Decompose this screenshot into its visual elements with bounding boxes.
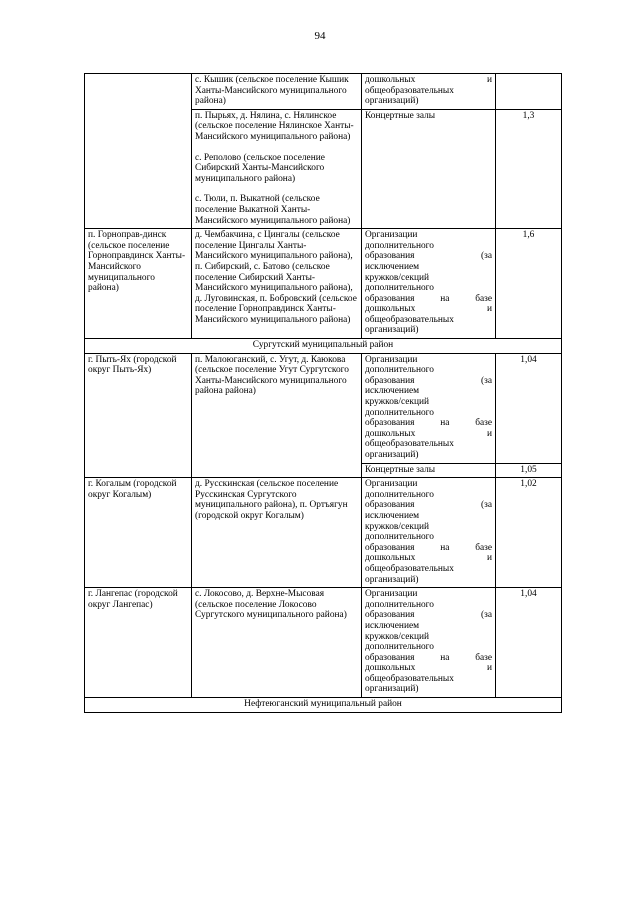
- coefficient-cell: 1,04: [496, 588, 562, 698]
- settlement-text: с. Тюли, п. Выкатной (сельское поселение Выкатной Ханты-Мансийского муниципального района): [195, 194, 351, 226]
- organization-line: организаций): [365, 325, 419, 336]
- settlement-text: д. Чембакчина, с Цингалы (сельское поселение Цингалы Ханты-Мансийского муниципального района), п. Сибирский, с. Батово (сельское поселение Сибирский Ханты-Мансийского муниципального района), д. Луговинская, п. Бобровский (сельское поселение Горноправдинск Ханты-Мансийского муниципального района): [195, 230, 357, 325]
- coefficient-cell: 1,3: [496, 109, 562, 228]
- organization-line: Концертные залы: [365, 110, 436, 121]
- territory-cell: [85, 74, 192, 229]
- organization-line: исключением: [365, 620, 420, 631]
- organization-line: образования на базе: [365, 652, 492, 663]
- table-row: [85, 74, 562, 110]
- organization-line: исключением: [365, 261, 420, 272]
- organization-line: образования на базе: [365, 293, 492, 304]
- territory-coefficient-table: [84, 73, 562, 713]
- organization-line: организаций): [365, 450, 419, 460]
- coefficient-cell: 1,02: [496, 478, 562, 588]
- organization-line: дошкольных и: [365, 553, 492, 564]
- settlements-cell: [192, 588, 362, 698]
- organization-line: общеобразовательных: [365, 439, 454, 450]
- organization-line: исключением: [365, 510, 420, 521]
- organization-line: дополнительного: [365, 283, 434, 294]
- organization-line: Организации: [365, 354, 418, 365]
- settlements-cell: [192, 109, 362, 228]
- settlements-cell: [192, 478, 362, 588]
- organization-line: общеобразовательных: [365, 673, 454, 684]
- organization-line: организаций): [365, 684, 419, 695]
- organization-line: дополнительного: [365, 599, 434, 610]
- organization-line: дополнительного: [365, 365, 434, 376]
- territory-cell: г. Лангепас (городской округ Лангепас): [85, 588, 192, 698]
- organization-type-cell: [362, 353, 496, 463]
- organization-type-cell: [362, 478, 496, 588]
- settlement-text: с. Локосово, д. Верхне-Мысовая (сельское поселение Локосово Сургутского муниципального района): [195, 589, 347, 621]
- table-row: [85, 229, 562, 339]
- section-heading: Нефтеюганский муниципальный район: [85, 698, 562, 713]
- territory-cell: п. Горноправ-динск (сельское поселение Горноправдинск Ханты-Мансийского муниципального района): [85, 229, 192, 339]
- organization-type-cell: [362, 74, 496, 110]
- table-row: [85, 353, 562, 463]
- settlement-text: с. Кышик (сельское поселение Кышик Ханты-Мансийского муниципального района): [195, 75, 349, 107]
- organization-line: образования на базе: [365, 418, 492, 429]
- settlement-text: п. Пырьях, д. Нялина, с. Нялинское (сельское поселение Нялинское Ханты-Мансийского муниципального района): [195, 110, 354, 142]
- section-row: [85, 339, 562, 354]
- territory-cell: г. Пыть-Ях (городской округ Пыть-Ях): [85, 353, 192, 478]
- organization-type-cell: [362, 588, 496, 698]
- coefficient-cell: 1,6: [496, 229, 562, 339]
- organization-type-cell: [362, 109, 496, 228]
- organization-line: Концертные залы: [365, 464, 436, 475]
- coefficient-cell: 1,04: [496, 353, 562, 463]
- table-row: [85, 478, 562, 588]
- organization-line: Организации: [365, 230, 418, 241]
- organization-line: организаций): [365, 574, 419, 585]
- settlements-cell: [192, 74, 362, 110]
- organization-line: дополнительного: [365, 489, 434, 500]
- organization-line: дошкольных и: [365, 428, 492, 439]
- organization-line: Организации: [365, 589, 418, 600]
- organization-line: дополнительного: [365, 407, 434, 418]
- organization-line: общеобразовательных: [365, 314, 454, 325]
- organization-line: дошкольных и: [365, 663, 492, 674]
- coefficient-cell: 1,05: [496, 463, 562, 478]
- organization-line: дошкольных и: [365, 75, 492, 85]
- organization-line: общеобразовательных организаций): [365, 85, 454, 107]
- organization-line: кружков/секций: [365, 521, 429, 532]
- territory-cell: г. Когалым (городской округ Когалым): [85, 478, 192, 588]
- organization-line: исключением: [365, 386, 420, 397]
- organization-line: общеобразовательных: [365, 563, 454, 574]
- organization-type-cell: [362, 229, 496, 339]
- coefficient-cell: [496, 74, 562, 110]
- organization-line: Организации: [365, 479, 418, 490]
- organization-line: дополнительного: [365, 532, 434, 543]
- organization-line: кружков/секций: [365, 272, 429, 283]
- section-heading: Сургутский муниципальный район: [85, 339, 562, 354]
- organization-line: дошкольных и: [365, 304, 492, 315]
- organization-line: образования на базе: [365, 542, 492, 553]
- organization-line: кружков/секций: [365, 631, 429, 642]
- organization-line: образования (за: [365, 610, 492, 621]
- page-number: 94: [314, 30, 326, 42]
- organization-line: дополнительного: [365, 642, 434, 653]
- organization-line: образования (за: [365, 500, 492, 511]
- organization-line: образования (за: [365, 251, 492, 262]
- settlement-text: с. Реполово (сельское поселение Сибирский Ханты-Мансийского муниципального района): [195, 152, 325, 184]
- settlements-cell: [192, 229, 362, 339]
- organization-line: кружков/секций: [365, 397, 429, 408]
- organization-line: образования (за: [365, 375, 492, 386]
- table-row: [85, 588, 562, 698]
- settlement-text: п. Малоюганский, с. Угут, д. Каюкова (сельское поселение Угут Сургутского Ханты-Мансийского муниципального района района): [195, 354, 349, 397]
- settlement-text: д. Русскинская (сельское поселение Русскинская Сургутского муниципального района), п. Ортъягун (городской округ Когалым): [195, 479, 348, 521]
- organization-line: дополнительного: [365, 240, 434, 251]
- section-row: [85, 698, 562, 713]
- settlements-cell: [192, 353, 362, 478]
- organization-type-cell: [362, 463, 496, 478]
